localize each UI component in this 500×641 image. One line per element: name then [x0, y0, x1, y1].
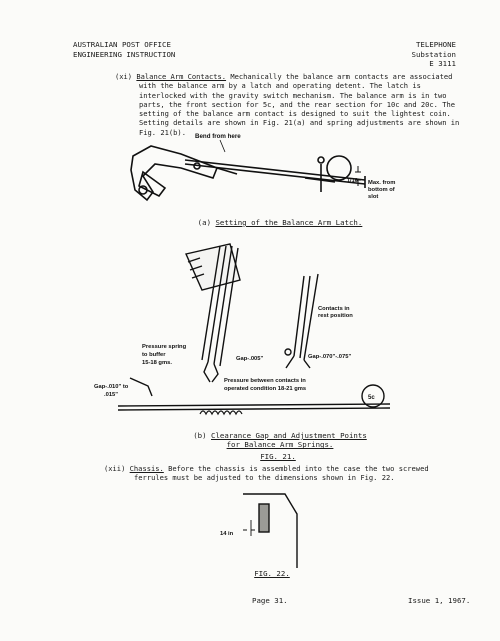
header-dept: TELEPHONE [415, 40, 456, 49]
fig21b-springs-diagram [90, 236, 410, 426]
fig21b-caption [150, 431, 410, 450]
section-xii-paragraph [104, 464, 484, 483]
fig21b-caption-line-2: for Balance Arm Springs. [226, 440, 334, 450]
fig21b-caption-line-1: Clearance Gap and Adjustment Points [211, 431, 367, 440]
section-xi-line-1: with the balance arm by a latch and operating detent. The latch is [139, 81, 421, 91]
section-xii-line-1: Before the chassis is assembled into the case the two screwed [168, 464, 429, 473]
fig21a-dim-label: 1/16 [347, 178, 358, 184]
fig21a-latch-diagram [125, 128, 445, 220]
section-xi-title: Balance Arm Contacts. [136, 72, 227, 81]
fig21a-max-line-3: slot [368, 194, 379, 200]
section-xi-line-0: Mechanically the balance arm contacts are associated [230, 72, 453, 81]
fig21a-caption-text: Setting of the Balance Arm Latch. [215, 218, 363, 227]
fig22-dim-label: 14 in [220, 531, 234, 537]
header-left [73, 40, 175, 59]
fig21b-contacts-line-2: rest position [318, 313, 353, 319]
fig21b-gap-2: Gap-.070"-.075" [308, 354, 352, 360]
fig21-label: FIG. 21. [260, 452, 296, 461]
header-sub: Substation [411, 49, 456, 59]
section-xi-number: (xi) [115, 72, 133, 81]
fig22-label: FIG. 22. [254, 569, 290, 578]
fig21b-coin-label: 5c [368, 395, 375, 401]
section-xi-line-6: Fig. 21(b). [139, 127, 186, 137]
fig21b-pressure-line-3: 15-18 gms. [142, 360, 172, 366]
org-line-1: AUSTRALIAN POST OFFICE [73, 40, 171, 49]
footer-issue: Issue 1, 1967. [408, 596, 471, 605]
footer-page: Page 31. [252, 596, 288, 605]
org-line-2: ENGINEERING INSTRUCTION [73, 49, 176, 59]
fig21b-gap-3-line-1: Gap-.010" to [94, 384, 129, 390]
section-xii-line-2: ferrules must be adjusted to the dimensions shown in Fig. 22. [134, 473, 395, 483]
fig21b-caption-prefix: (b) [193, 431, 207, 440]
fig21a-max-line-2: bottom of [368, 187, 395, 193]
section-xi-line-2: interlocked with the gravity switch mechanism. The balance arm is in two [139, 90, 447, 100]
fig21a-max-line-1: Max. from [368, 180, 396, 186]
fig21b-contacts-line-1: Contacts in [318, 306, 350, 312]
section-xi-line-5: Setting details are shown in Fig. 21(a) and spring adjustments are shown in [139, 118, 460, 128]
fig21b-between-line-1: Pressure between contacts in [224, 378, 306, 384]
header-right [412, 40, 457, 69]
section-xii-title: Chassis. [129, 464, 164, 473]
fig21b-gap-1: Gap-.005" [236, 356, 264, 362]
fig22-chassis-diagram [215, 490, 315, 570]
section-xii-number: (xii) [104, 464, 126, 473]
fig21b-pressure-line-1: Pressure spring [142, 344, 187, 350]
fig21a-caption [150, 218, 410, 227]
fig21a-caption-prefix: (a) [197, 218, 212, 227]
fig21a-bend-label: Bend from here [195, 133, 241, 140]
section-xi-line-4: setting of the balance arm contact is designed to suit the lightest coin. [139, 109, 451, 119]
header-code: E 3111 [429, 59, 456, 68]
fig21b-between-line-2: operated condition 18-21 gms [224, 386, 307, 392]
section-xi-line-3: parts, the front section for 5c, and the rear section for 10c and 20c. The [139, 99, 456, 109]
fig21b-pressure-line-2: to buffer [142, 352, 166, 358]
fig21b-gap-3-line-2: .015" [104, 392, 119, 398]
